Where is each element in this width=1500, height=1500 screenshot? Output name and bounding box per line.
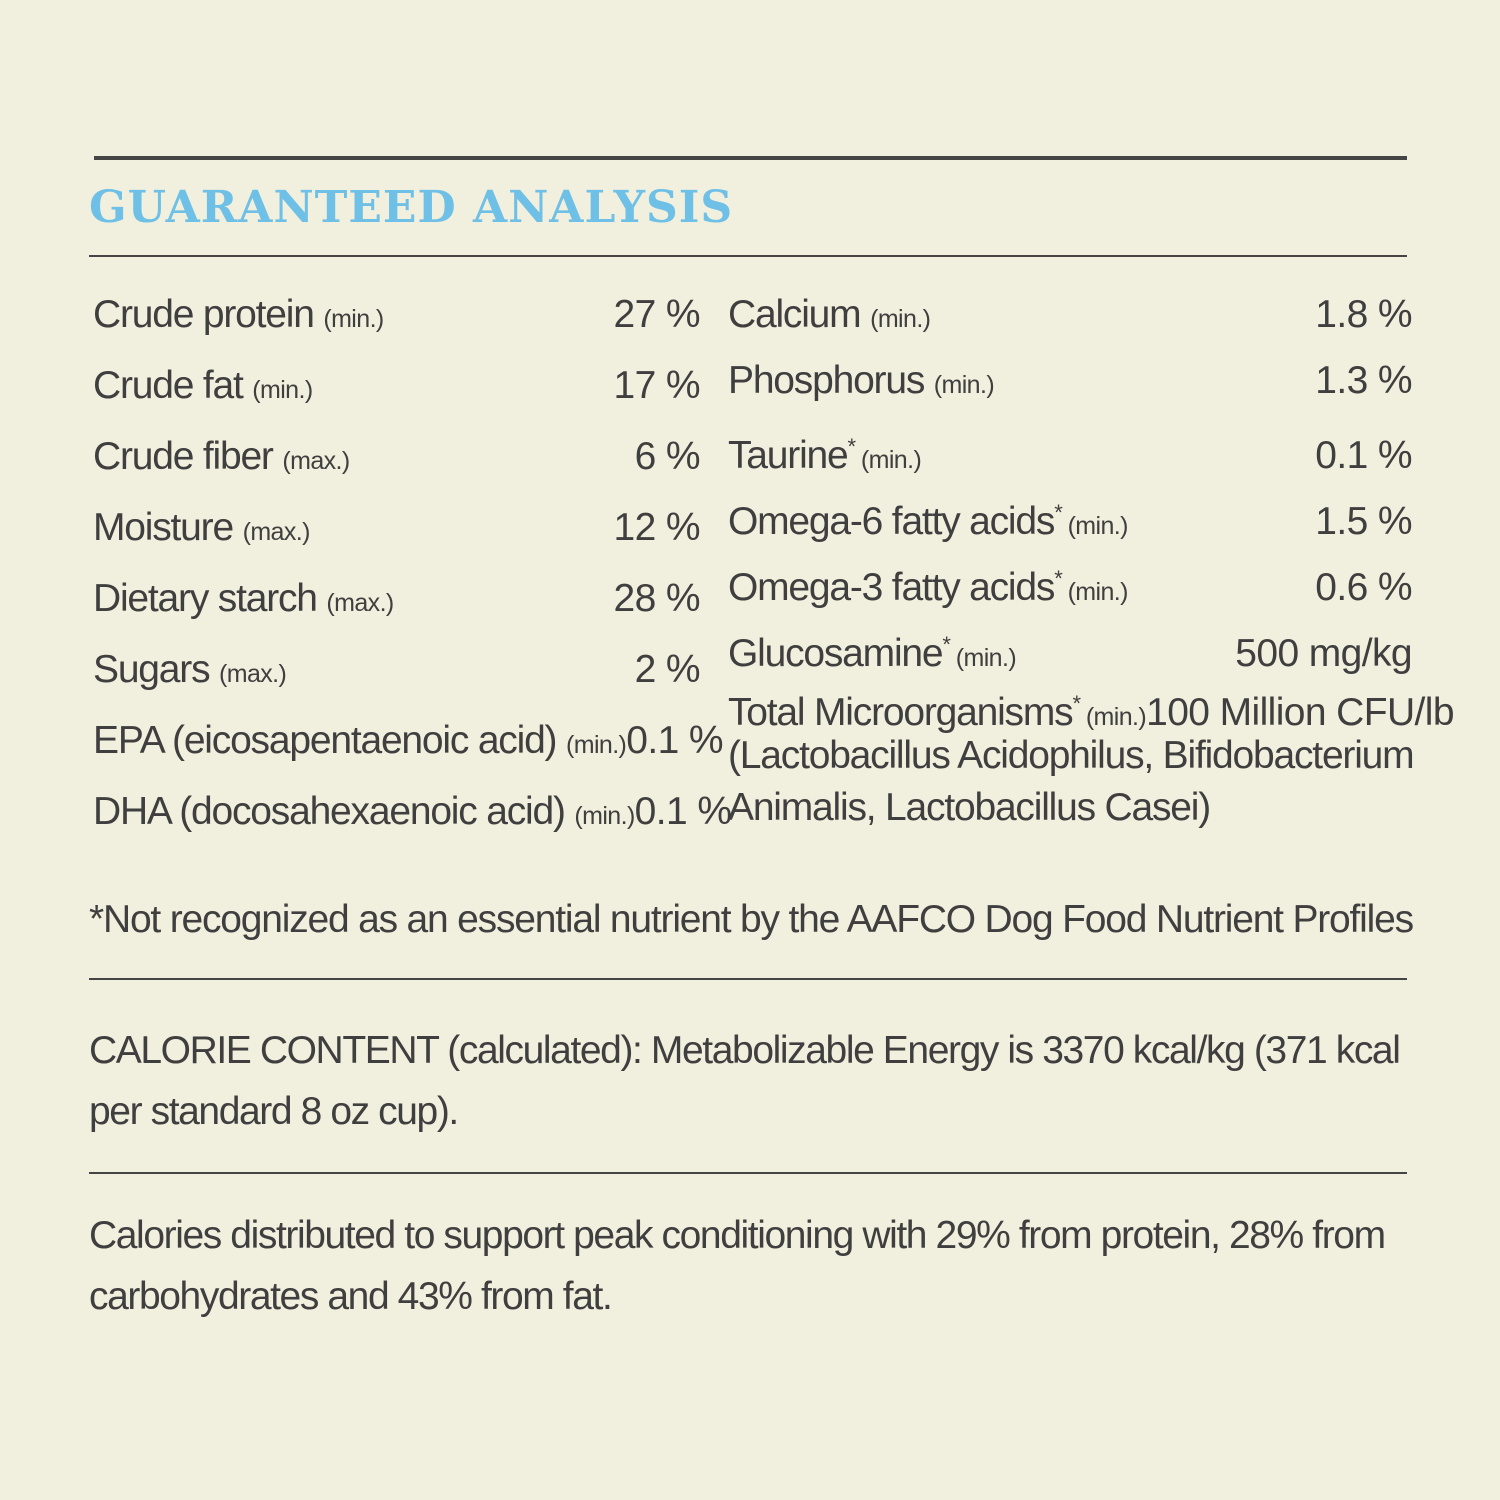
nutrient-row bbox=[93, 708, 724, 779]
nutrient-value: 1.5 % bbox=[1315, 500, 1412, 543]
nutrient-row bbox=[93, 282, 700, 353]
nutrient-qualifier: (min.) bbox=[1085, 703, 1147, 731]
nutrient-value: 2 % bbox=[634, 648, 700, 691]
nutrient-value: 500 mg/kg bbox=[1235, 632, 1412, 675]
nutrient-qualifier: (max.) bbox=[282, 447, 350, 475]
nutrient-qualifier: (min.) bbox=[955, 644, 1017, 672]
nutrient-name: DHA (docosahexaenoic acid) bbox=[93, 790, 565, 833]
microorganisms-detail-line: (Lactobacillus Acidophilus, Bifidobacterium bbox=[728, 734, 1414, 777]
nutrient-value: 1.3 % bbox=[1315, 359, 1412, 402]
nutrient-name: Dietary starch bbox=[93, 577, 317, 620]
calorie-divider bbox=[89, 1172, 1407, 1174]
asterisk-mark: * bbox=[1054, 566, 1062, 591]
section-title: GUARANTEED ANALYSIS bbox=[89, 182, 734, 233]
top-divider bbox=[94, 156, 1407, 160]
nutrient-value: 6 % bbox=[634, 435, 700, 478]
nutrient-row bbox=[93, 637, 700, 708]
nutrient-column-left bbox=[93, 282, 732, 850]
nutrient-qualifier: (max.) bbox=[242, 518, 310, 546]
nutrient-row bbox=[93, 424, 700, 495]
nutrient-qualifier: (min.) bbox=[252, 376, 313, 404]
footnote-divider bbox=[89, 978, 1407, 980]
nutrient-qualifier: (max.) bbox=[326, 589, 394, 617]
nutrient-qualifier: (min.) bbox=[933, 371, 995, 399]
asterisk-mark: * bbox=[1054, 500, 1062, 525]
calorie-distribution: Calories distributed to support peak conditioning with 29% from protein, 28% from carbohydrates and 43% from fat. bbox=[89, 1214, 1385, 1318]
nutrient-name: Crude fat bbox=[93, 364, 243, 407]
nutrient-row bbox=[728, 546, 1412, 612]
nutrient-name: Moisture bbox=[93, 506, 233, 549]
nutrient-qualifier: (min.) bbox=[323, 305, 384, 333]
nutrient-value: 0.1 % bbox=[626, 719, 724, 762]
nutrient-name: Taurine bbox=[728, 434, 848, 477]
nutrient-name: Total Microorganisms bbox=[728, 691, 1073, 734]
nutrient-qualifier: (min.) bbox=[574, 802, 635, 830]
nutrient-row bbox=[728, 414, 1412, 480]
microorganisms-detail-line: Animalis, Lactobacillus Casei) bbox=[728, 786, 1211, 829]
nutrient-name: Crude protein bbox=[93, 293, 314, 336]
nutrient-qualifier: (min.) bbox=[1067, 512, 1128, 540]
nutrient-name: Phosphorus bbox=[728, 359, 925, 402]
nutrient-row bbox=[728, 480, 1412, 546]
nutrient-row bbox=[93, 779, 732, 850]
nutrient-row bbox=[93, 566, 700, 637]
nutrient-qualifier: (min.) bbox=[860, 446, 922, 474]
nutrient-value: 1.8 % bbox=[1315, 293, 1412, 336]
asterisk-mark: * bbox=[1072, 691, 1080, 716]
nutrient-value: 17 % bbox=[613, 364, 700, 407]
nutrient-row bbox=[728, 348, 1412, 414]
nutrient-value: 28 % bbox=[613, 577, 700, 620]
footnote: *Not recognized as an essential nutrient by the AAFCO Dog Food Nutrient Profiles bbox=[89, 898, 1413, 941]
asterisk-mark: * bbox=[942, 632, 950, 657]
nutrient-name: Omega-6 fatty acids bbox=[728, 500, 1055, 543]
nutrient-qualifier: (min.) bbox=[870, 305, 931, 333]
nutrient-qualifier: (min.) bbox=[566, 731, 627, 759]
nutrient-name: Omega-3 fatty acids bbox=[728, 566, 1055, 609]
nutrient-name: Crude fiber bbox=[93, 435, 273, 478]
nutrient-name: Calcium bbox=[728, 293, 861, 336]
nutrient-qualifier: (min.) bbox=[1067, 578, 1128, 606]
nutrient-name: Sugars bbox=[93, 648, 210, 691]
nutrient-row bbox=[728, 678, 1454, 734]
nutrient-column-right bbox=[728, 282, 1454, 834]
nutrient-value: 27 % bbox=[613, 293, 700, 336]
nutrient-row bbox=[728, 612, 1412, 678]
nutrient-qualifier: (max.) bbox=[219, 660, 287, 688]
nutrient-value: 100 Million CFU/lb bbox=[1146, 691, 1454, 734]
nutrient-name: EPA (eicosapentaenoic acid) bbox=[93, 719, 557, 762]
nutrient-row bbox=[93, 353, 700, 424]
title-divider bbox=[89, 255, 1407, 257]
nutrient-value: 0.6 % bbox=[1315, 566, 1412, 609]
nutrient-value: 0.1 % bbox=[634, 790, 732, 833]
nutrient-value: 0.1 % bbox=[1315, 434, 1412, 477]
calorie-content: CALORIE CONTENT (calculated): Metabolizable Energy is 3370 kcal/kg (371 kcal per standard 8 oz cup). bbox=[89, 1029, 1400, 1133]
nutrient-row bbox=[728, 282, 1412, 348]
nutrient-row bbox=[93, 495, 700, 566]
asterisk-mark: * bbox=[847, 434, 855, 459]
nutrient-name: Glucosamine bbox=[728, 632, 943, 675]
nutrient-value: 12 % bbox=[613, 506, 700, 549]
